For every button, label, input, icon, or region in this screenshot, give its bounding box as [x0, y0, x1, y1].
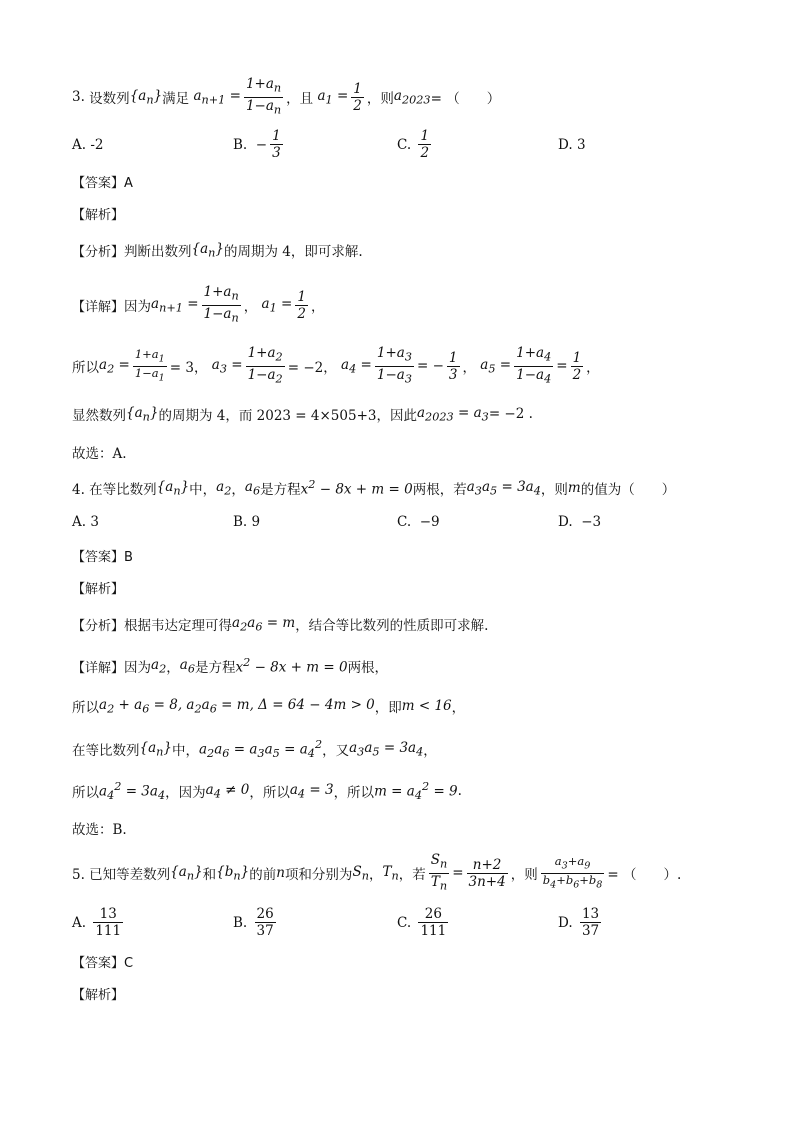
- q5-stem: 5. 已知等差数列 $\{a_n\}$ 和 $\{b_n\}$ 的前 n 项和分别为 $S_n$ ， $T_n$ ，若 $S_n$ $T_n$ = n+2 3n+4 ，则 $a_3+a_9$ $b_4+b_6+b_8$ = （ ）.: [72, 852, 682, 893]
- q4-detail-1: 【详解】 因为 $a_2$ ， $a_6$ 是方程 $x^2 - 8x + m = 0$ 两根，: [72, 656, 389, 676]
- q4-detail-3: 在等比数列 $\{a_n\}$ 中， $a_2a_6 = a_3a_5 = a_4^2$ ，又 $a_3a_5 = 3a_4$ ，: [72, 738, 437, 761]
- q4-option-b: B. 9: [233, 514, 261, 530]
- q4-choose: 故选：B.: [72, 822, 127, 838]
- q3-choose: 故选：A.: [72, 446, 127, 462]
- q4-detail-4: 所以 $a_4^2 = 3a_4$ ，因为 $a_4 \ne 0$ ，所以 $a_4 = 3$ ，所以 $m = a_4^2 = 9$ .: [72, 780, 462, 803]
- q3-detail-3: 显然数列 $\{a_n\}$ 的周期为 4，而 2023 = 4×505+3，因此 $a_{2023} = a_3$ = −2 .: [72, 404, 533, 424]
- q5-option-d: D. 13 37: [558, 906, 600, 939]
- q4-jiexi: 【解析】: [72, 582, 125, 597]
- q3-analysis: 【分析】 判断出数列 $\{a_n\}$ 的周期为 4，即可求解.: [72, 240, 363, 260]
- q4-answer: 【答案】B: [72, 550, 133, 565]
- q3-answer: 【答案】A: [72, 176, 133, 191]
- q3-number: 3.: [72, 89, 85, 106]
- q4-detail-2: 所以 $a_2 + a_6 = 8$, $a_2a_6 = m$, Δ = 64 − 4m > 0 ，即 m < 16 ，: [72, 696, 466, 716]
- q5-option-b: B. 26 37: [233, 906, 274, 939]
- q4-option-a: A. 3: [72, 514, 99, 530]
- q3-detail-1: 【详解】 因为 $a_{n+1}$ = $\frac{1+a_n}{1-a_n}$ ， $a_1$ = $\frac{1}{2}$ ，: [72, 284, 325, 325]
- q4-option-d: D. −3: [558, 514, 602, 530]
- q3-option-a: A. -2: [72, 137, 104, 153]
- q4-option-c: C. −9: [397, 514, 440, 530]
- q3-option-d: D. 3: [558, 137, 586, 153]
- q5-option-a: A. 13 111: [72, 906, 122, 939]
- q3-stem: 3. 设数列 $\{a_n\}$ 满足 $a_{n+1}$ = $\frac{1+a_n}{1-a_n}$ ，且 $a_1$ = $\frac{1}{2}$ ，则 $a_{2023}$ = （ ）: [72, 76, 501, 117]
- q4-analysis: 【分析】 根据韦达定理可得 $a_2a_6 = m$ ，结合等比数列的性质即可求解.: [72, 614, 489, 634]
- q4-stem: 4. 在等比数列 $\{a_n\}$ 中， $a_2$ ， $a_6$ 是方程 $x^2 - 8x + m = 0$ 两根，若 $a_3a_5 = 3a_4$ ，则 m 的值为（ ）: [72, 478, 676, 498]
- q3-option-b: B. − 1 3: [233, 128, 281, 161]
- q3-jiexi: 【解析】: [72, 208, 125, 223]
- q5-answer: 【答案】C: [72, 956, 134, 971]
- q3-option-c: C. 1 2: [397, 128, 430, 161]
- q5-option-c: C. 26 111: [397, 906, 447, 939]
- q5-jiexi: 【解析】: [72, 988, 125, 1003]
- q3-detail-2: 所以 $a_2$ = $\frac{1+a_1}{1-a_1}$ = 3， $a_3$ = $\frac{1+a_2}{1-a_2}$ = −2， $a_4$ = $\frac{1+a_3}{1-a_3}$ = − 1 3 ， $a_5$ = $\frac{1+a_4}{1-a_4}$ = 1 2 ，: [72, 345, 600, 386]
